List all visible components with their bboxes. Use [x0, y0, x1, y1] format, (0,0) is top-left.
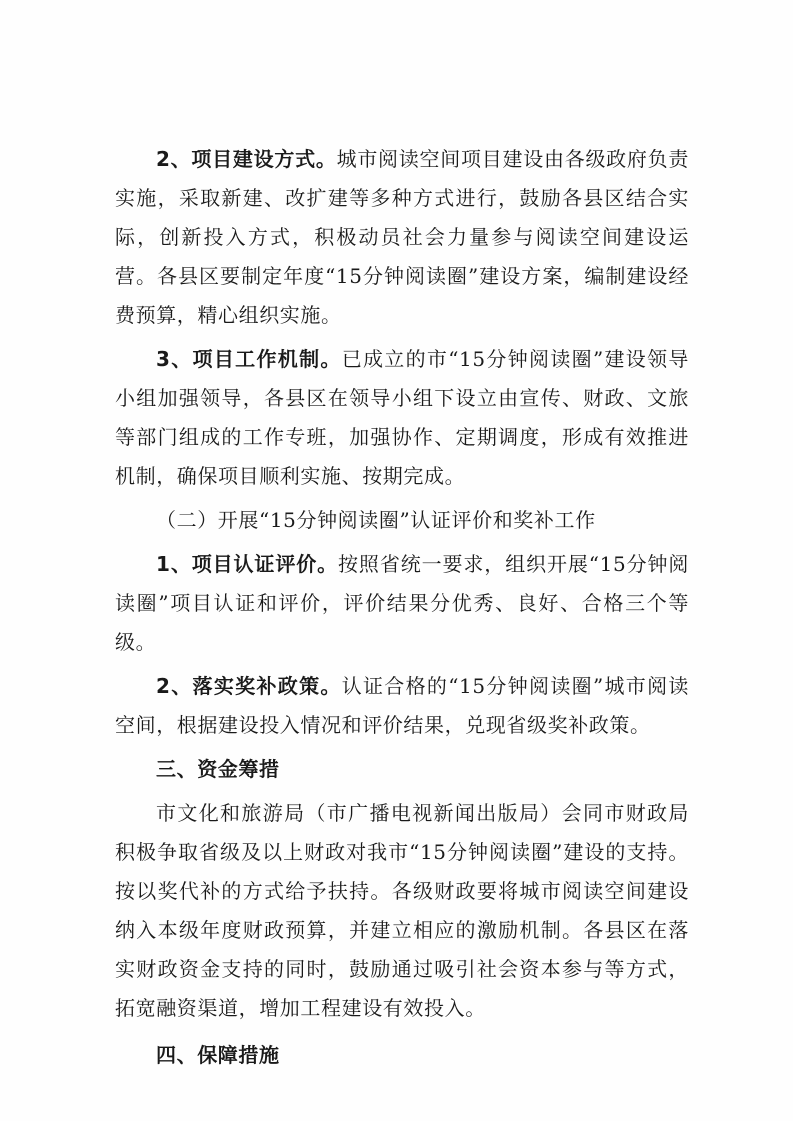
paragraph-text: 按照省统一要求，组织开展“15分钟阅读圈”项目认证和评价，评价结果分优秀、良好、合格三个等级。	[115, 552, 689, 654]
paragraph-text: 认证合格的“15分钟阅读圈”城市阅读空间，根据建设投入情况和评价结果，兑现省级奖补政策。	[115, 674, 689, 737]
subsection-heading: （二）开展“15分钟阅读圈”认证评价和奖补工作	[156, 508, 596, 532]
document-body	[115, 140, 689, 1075]
section-heading-safeguards: 四、保障措施	[156, 1043, 280, 1067]
paragraph-text: 已成立的市“15分钟阅读圈”建设领导小组加强领导，各县区在领导小组下设立由宣传、财政、文旅等部门组成的工作专班，加强协作、定期调度，形成有效推进机制，确保项目顺利实施、按期完成。	[115, 347, 689, 488]
paragraph-lead: 2、项目建设方式。	[156, 147, 337, 171]
paragraph-work-mechanism	[115, 340, 689, 496]
paragraph-lead: 3、项目工作机制。	[156, 347, 342, 371]
paragraph-funding: 市文化和旅游局（市广播电视新闻出版局）会同市财政局积极争取省级及以上财政对我市“15分钟阅读圈”建设的支持。按以奖代补的方式给予扶持。各级财政要将城市阅读空间建设纳入本级年度财政预算，并建立相应的激励机制。各县区在落实财政资金支持的同时，鼓励通过吸引社会资本参与等方式，拓宽融资渠道，增加工程建设有效投入。	[115, 801, 689, 1020]
paragraph-construction-method	[115, 140, 689, 335]
paragraph-subsidy-policy	[115, 667, 689, 745]
paragraph-lead: 2、落实奖补政策。	[156, 674, 342, 698]
section-heading-funding: 三、资金筹措	[156, 757, 280, 781]
paragraph-lead: 1、项目认证评价。	[156, 552, 339, 576]
paragraph-text: 城市阅读空间项目建设由各级政府负责实施，采取新建、改扩建等多种方式进行，鼓励各县区结合实际，创新投入方式，积极动员社会力量参与阅读空间建设运营。各县区要制定年度“15分钟阅读圈”建设方案，编制建设经费预算，精心组织实施。	[115, 147, 689, 327]
paragraph-certification	[115, 545, 689, 662]
